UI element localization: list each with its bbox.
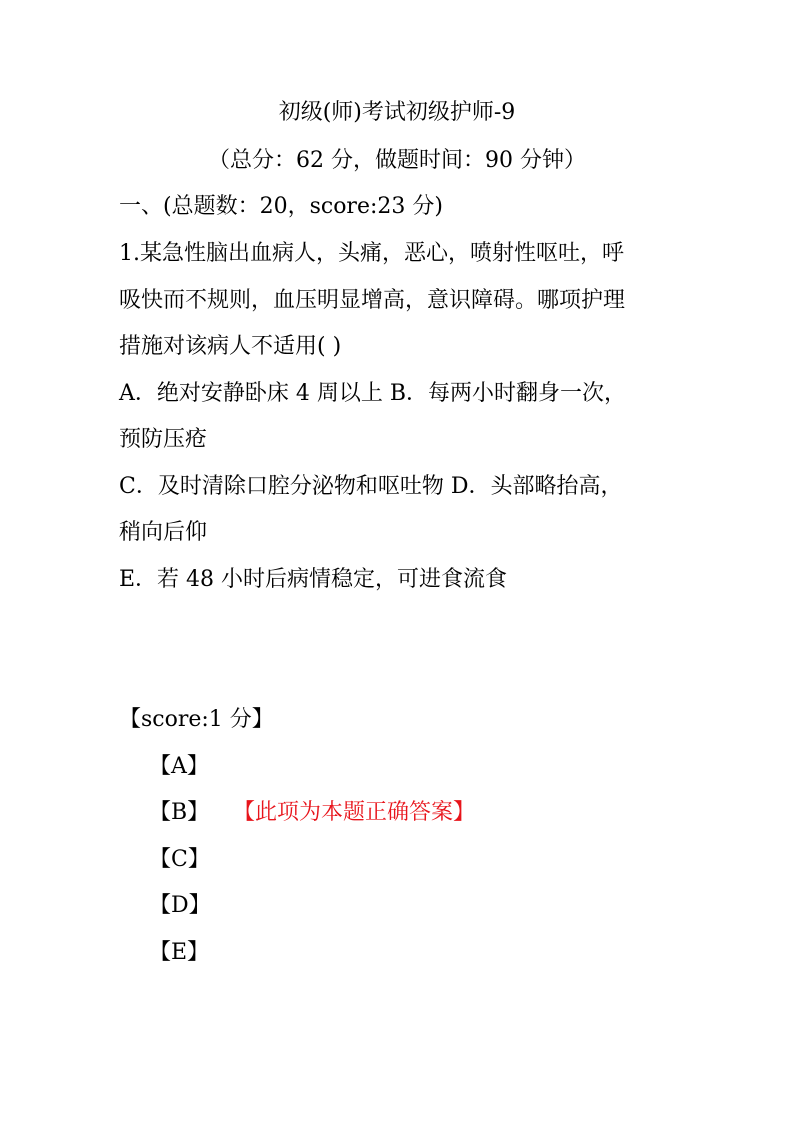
option-line: C．及时清除口腔分泌物和呕吐物 D．头部略抬高， <box>119 474 623 499</box>
answer-choice-a: 【A】 <box>149 754 209 779</box>
option-line: A．绝对安静卧床 4 周以上 B．每两小时翻身一次， <box>119 381 627 406</box>
answer-choice-d: 【D】 <box>149 893 211 918</box>
correct-answer-marker: 【此项为本题正确答案】 <box>233 800 476 825</box>
answer-choice-e: 【E】 <box>149 940 210 965</box>
question-stem-line: 措施对该病人不适用( ) <box>119 334 342 359</box>
answer-choice-b: 【B】 <box>149 800 210 825</box>
question-stem-line: 1.某急性脑出血病人，头痛，恶心，喷射性呕吐，呼 <box>119 241 624 266</box>
section-heading: 一、(总题数：20，score:23 分) <box>119 194 443 219</box>
option-line: 预防压疮 <box>119 427 208 452</box>
question-stem-line: 吸快而不规则，血压明显增高，意识障碍。哪项护理 <box>119 288 626 313</box>
option-line: E．若 48 小时后病情稳定，可进食流食 <box>119 567 508 592</box>
answer-choice-c: 【C】 <box>149 847 210 872</box>
document-subtitle: （总分：62 分，做题时间：90 分钟） <box>208 148 586 173</box>
option-line: 稍向后仰 <box>119 520 208 545</box>
document-title: 初级(师)考试初级护师-9 <box>278 100 516 125</box>
answer-score-label: 【score:1 分】 <box>119 707 274 732</box>
